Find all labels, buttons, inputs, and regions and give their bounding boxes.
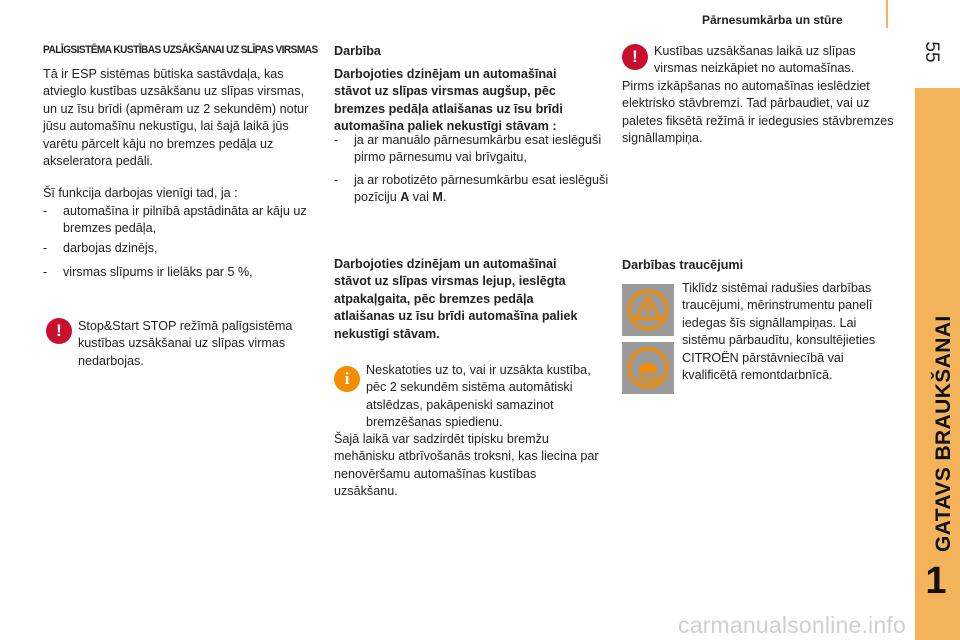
esp-skid-icon: [622, 342, 674, 394]
chapter-number: 1: [925, 560, 947, 602]
exit-warning-text: Kustības uzsākšanas laikā uz slīpas virsmas neizkāpiet no automašīnas.: [654, 44, 856, 76]
hill-assist-title: PALĪGSISTĒMA KUSTĪBAS UZSĀKŠANAI UZ SLĪPAS VIRSMAS: [43, 44, 318, 56]
warning-triangle-icon: [622, 284, 674, 336]
uphill-item: - ja ar robotizēto pārnesumkārbu esat ieslēguši pozīciju A vai M.: [334, 173, 609, 205]
uphill-item: - ja ar manuālo pārnesumkārbu esat ieslēguši pirmo pārnesumu vai brīvgaitu,: [334, 133, 602, 165]
hill-assist-intro: Tā ir ESP sistēmas būtiska sastāvdaļa, kas atvieglo kustības uzsākšanu uz slīpas virsmas, un uz īsu brīdi (apmēram uz 2 sekundēm) notur jūsu automašīnu nekustīgu, lai šajā laikā jūs varētu pārcelt kāju no bremzes pedāļa uz akseleratora pedāli.: [43, 67, 309, 169]
page-header-title: Pārnesumkārba un stūre: [702, 13, 843, 27]
watermark: carmanualsonline.info: [678, 612, 906, 638]
warning-icon: !: [622, 44, 648, 70]
info-text: Neskatoties uz to, vai ir uzsākta kustība, pēc 2 sekundēm sistēma automātiski atslēdzas, pakāpeniski samazinot bremzēšanas spiedienu.: [366, 363, 591, 430]
hill-assist-condition-intro: Šī funkcija darbojas vienīgi tad, ja :: [43, 186, 238, 200]
warning-icon: !: [46, 318, 72, 344]
page-number: 55: [921, 41, 942, 63]
info-icon: i: [334, 366, 360, 392]
info-text-continued: Šajā laikā var sadzirdēt tipisku bremžu mehānisku atbrīvošanās troksni, kas liecina par nenovēršamu automašīnas kustības uzsākšanu.: [334, 432, 599, 499]
header-rule: [886, 0, 888, 28]
stop-start-warning-text: Stop&Start STOP režīmā palīgsistēma kustības uzsākšanai uz slīpas virmas nedarbojas.: [78, 319, 293, 368]
warning-lamp-triangle: [622, 284, 674, 336]
condition-item: - virsmas slīpums ir lielāks par 5 %,: [43, 265, 253, 279]
warning-lamp-esp: [622, 342, 674, 394]
condition-item: - automašīna ir pilnībā apstādināta ar kāju uz bremzes pedāļa,: [43, 204, 307, 236]
malfunction-text: Tiklīdz sistēmai radušies darbības traucējumi, mērinstrumentu panelī iedegas šīs signāllampiņas. Lai sistēmu pārbaudītu, konsultējieties CITROËN pārstāvniecībā vai kvalificētā remontdarbnīcā.: [682, 281, 876, 383]
condition-item: - darbojas dzinējs,: [43, 241, 158, 255]
exit-warning-text-continued: Pirms izkāpšanas no automašīnas ieslēdziet elektrisko stāvbremzi. Tad pārbaudiet, vai uz paletes fiksētā režīmā ir iedegusies stāvbremzes signāllampiņa.: [622, 79, 894, 146]
chapter-title: GATAVS BRAUKŠANAI: [932, 315, 955, 552]
downhill-heading: Darbojoties dzinējam un automašīnai stāvot uz slīpas virsmas lejup, ieslēgta atpakaļgaita, pēc bremzes pedāļa atlaišanas uz īsu brīdi automašīna paliek nekustīgi stāvam.: [334, 257, 578, 341]
uphill-heading: Darbojoties dzinējam un automašīnai stāvot uz slīpas virsmas augšup, pēc bremzes pedāļa atlaišanas uz īsu brīdi automašīna paliek nekustīgi stāvam :: [334, 67, 563, 134]
operation-title: Darbība: [334, 44, 381, 58]
malfunction-title: Darbības traucējumi: [622, 258, 744, 272]
